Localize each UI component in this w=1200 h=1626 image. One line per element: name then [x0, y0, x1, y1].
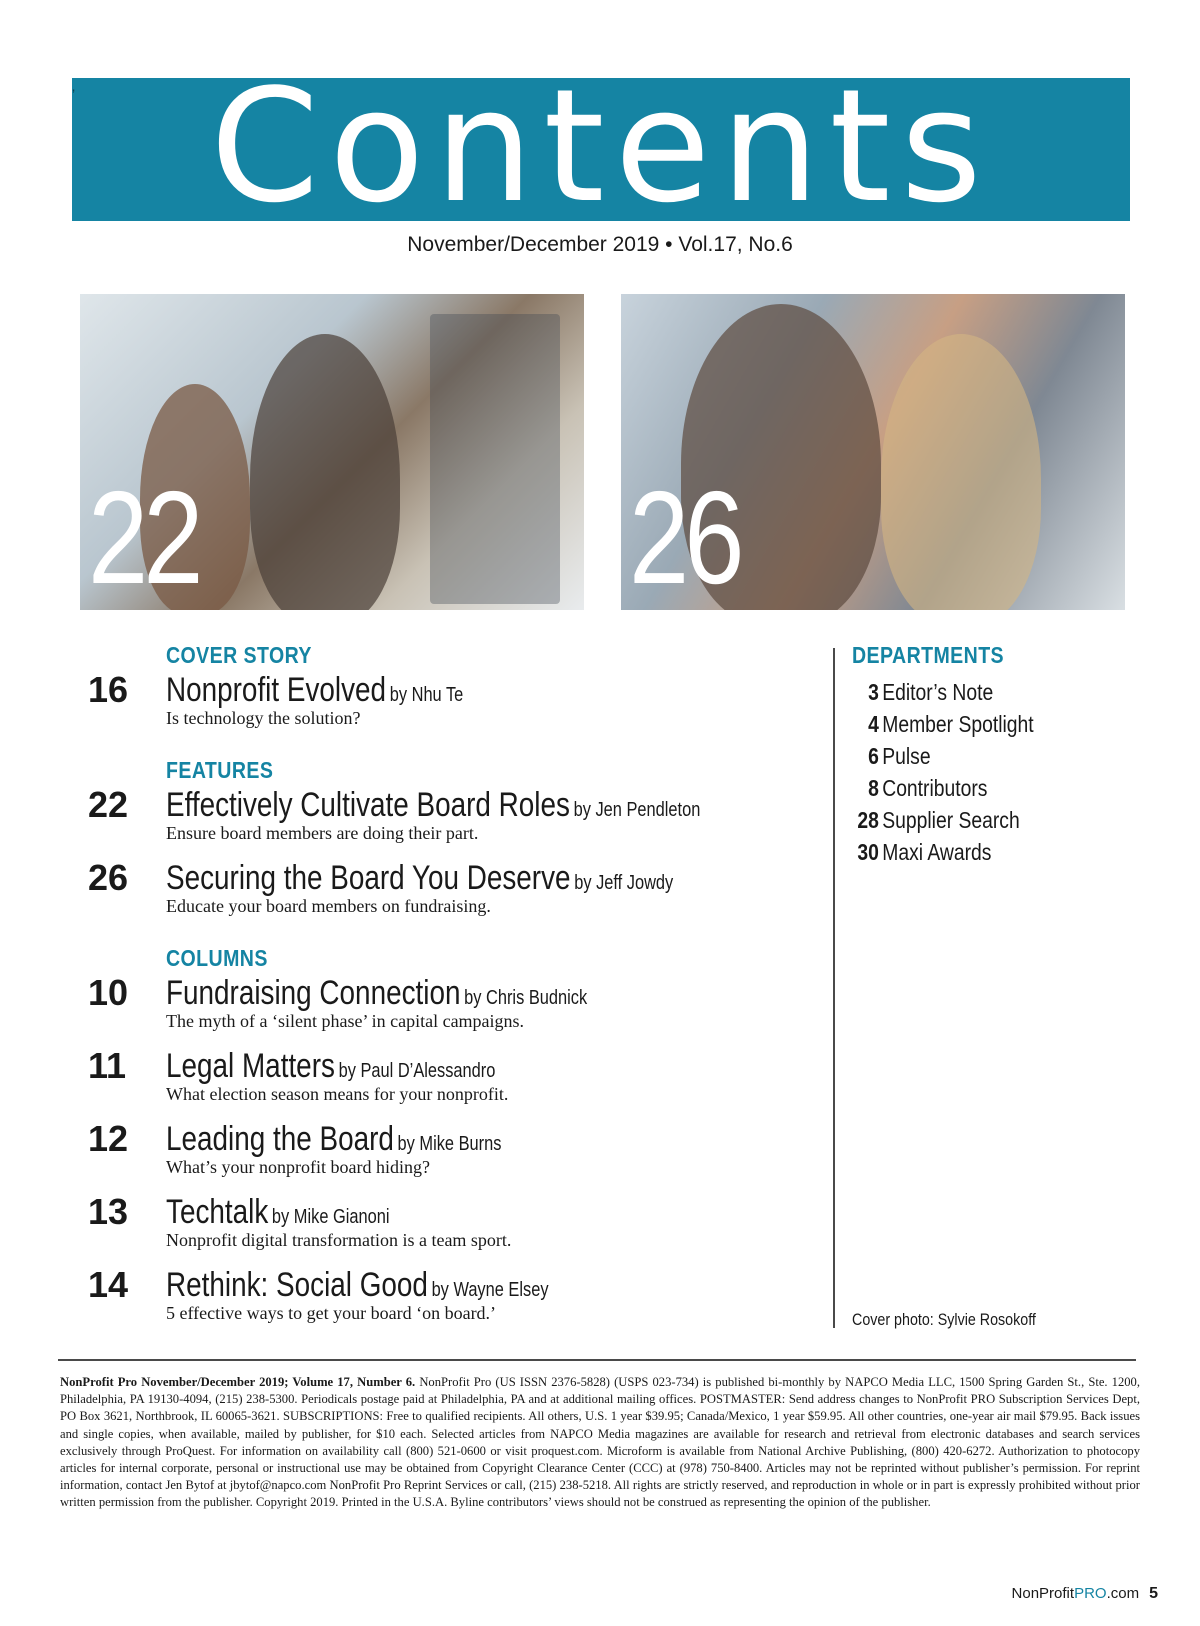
section-heading-columns: COLUMNS [166, 945, 268, 971]
entry-page-number: 13 [88, 1191, 129, 1232]
department-item[interactable] [852, 676, 1104, 708]
entry-description: The myth of a ‘silent phase’ in capital campaigns. [166, 1011, 525, 1031]
page-title: Contents [210, 54, 992, 237]
toc-entry[interactable] [88, 858, 808, 931]
department-label: Maxi Awards [882, 839, 992, 865]
site-name-prefix[interactable]: NonProfit [1011, 1585, 1075, 1602]
publication-statement [60, 1374, 1140, 1512]
photo-page-number: 26 [629, 464, 740, 610]
person-figure [250, 334, 400, 610]
table-of-contents [88, 640, 808, 1338]
department-label: Contributors [882, 775, 988, 801]
department-label: Member Spotlight [882, 711, 1034, 737]
entry-title: Securing the Board You Deserve [166, 859, 571, 897]
site-name-suffix[interactable]: .com [1106, 1585, 1140, 1602]
department-page-number: 4 [868, 711, 879, 737]
entry-page-number: 14 [88, 1264, 129, 1305]
department-item[interactable] [852, 708, 1104, 740]
entry-description: Is technology the solution? [166, 708, 361, 728]
department-label: Supplier Search [882, 807, 1020, 833]
spacer [88, 743, 808, 755]
page-footer [1012, 1585, 1158, 1603]
entry-title: Rethink: Social Good [166, 1266, 428, 1304]
department-page-number: 6 [868, 743, 879, 769]
departments-list [852, 676, 1152, 868]
site-name-accent[interactable]: PRO [1074, 1585, 1107, 1602]
section-heading-features: FEATURES [166, 757, 274, 783]
departments-panel [852, 640, 1152, 868]
toc-entry[interactable] [88, 1192, 808, 1265]
toc-entry[interactable] [88, 1265, 808, 1338]
department-page-number: 30 [857, 839, 879, 865]
spacer [88, 931, 808, 943]
toc-entry[interactable] [88, 785, 808, 858]
column-divider [833, 648, 835, 1328]
entry-byline: by Wayne Elsey [431, 1279, 549, 1301]
page-number: 5 [1149, 1585, 1158, 1602]
toc-entry[interactable] [88, 973, 808, 1046]
feature-photo-left [80, 294, 584, 610]
board-wall [430, 314, 560, 604]
department-label: Pulse [882, 743, 931, 769]
entry-title: Effectively Cultivate Board Roles [166, 786, 570, 824]
department-item[interactable] [852, 772, 1104, 804]
issue-info: November/December 2019 • Vol.17, No.6 [407, 233, 793, 256]
entry-description: Ensure board members are doing their part. [166, 823, 479, 843]
department-item[interactable] [852, 740, 1104, 772]
entry-byline: by Mike Gianoni [271, 1206, 390, 1228]
entry-byline: by Jen Pendleton [573, 799, 701, 821]
entry-byline: by Jeff Jowdy [574, 872, 674, 894]
entry-page-number: 12 [88, 1118, 129, 1159]
footer-divider [58, 1359, 1136, 1361]
statement-lead: NonProfit Pro November/December 2019; Volume 17, Number 6. [60, 1375, 416, 1389]
entry-title: Fundraising Connection [166, 974, 461, 1012]
department-label: Editor’s Note [882, 679, 994, 705]
entry-page-number: 26 [88, 857, 129, 898]
toc-entry[interactable] [88, 670, 808, 743]
contents-banner [72, 54, 1130, 237]
entry-description: 5 effective ways to get your board ‘on board.’ [166, 1303, 497, 1323]
entry-title: Legal Matters [166, 1047, 335, 1085]
photo-page-number: 22 [88, 464, 199, 610]
toc-entry[interactable] [88, 1119, 808, 1192]
entry-title: Techtalk [166, 1193, 269, 1231]
department-item[interactable] [852, 836, 1104, 868]
entry-description: Educate your board members on fundraising. [166, 896, 491, 916]
entry-page-number: 16 [88, 669, 129, 710]
entry-title: Leading the Board [166, 1120, 394, 1158]
department-page-number: 8 [868, 775, 879, 801]
entry-byline: by Nhu Te [389, 684, 464, 706]
entry-description: Nonprofit digital transformation is a team sport. [166, 1230, 512, 1250]
entry-description: What election season means for your nonprofit. [166, 1084, 509, 1104]
department-item[interactable] [852, 804, 1104, 836]
feature-photo-right [621, 294, 1125, 610]
entry-page-number: 22 [88, 784, 129, 825]
toc-entry[interactable] [88, 1046, 808, 1119]
section-heading-departments: DEPARTMENTS [852, 642, 1005, 668]
cover-photo-credit: Cover photo: Sylvie Rosokoff [852, 1310, 1036, 1329]
section-heading-cover-story: COVER STORY [166, 642, 312, 668]
entry-title: Nonprofit Evolved [166, 671, 387, 709]
entry-byline: by Chris Budnick [464, 987, 588, 1009]
entry-page-number: 10 [88, 972, 129, 1013]
department-page-number: 3 [868, 679, 879, 705]
department-page-number: 28 [857, 807, 879, 833]
entry-description: What’s your nonprofit board hiding? [166, 1157, 430, 1177]
entry-byline: by Mike Burns [397, 1133, 502, 1155]
banner-mark: ’ [72, 86, 76, 102]
person-figure [881, 334, 1041, 610]
entry-page-number: 11 [88, 1045, 127, 1086]
entry-byline: by Paul D’Alessandro [338, 1060, 496, 1082]
statement-body: NonProfit Pro (US ISSN 2376-5828) (USPS 023-734) is published bi-monthly by NAPCO Media LLC, 1500 Spring Garden St., Ste. 1200, Philadelphia, PA 19130-4094, (215) 238-5300. Periodicals postage paid at Philadelphia, PA and at additional mailing offices. POSTMASTER: Send address changes to NonProfit PRO Subscription Services Dept, PO Box 3621, Northbrook, IL 60065-3621. SUBSCRIPTIONS: Free to qualified recipients. All others, U.S. 1 year $39.95; Canada/Mexico, 1 year $59.95. All other countries, one-year air mail $79.95. Back issues and single copies, when available, mailed by publisher, for $10 each. Selected articles from NAPCO Media magazines are available for research and retrieval from electronic databases and search services exclusively through ProQuest. For information on availability call (800) 521-0600 or visit proquest.com. Microform is available from National Archive Publishing, (800) 420-6272. Authorization to photocopy articles for internal corporate, personal or instructional use may be obtained from Copyright Clearance Center (CCC) at (978) 750-8400. Articles may not be reprinted without publisher’s permission. For reprint information, contact Jen Bytof at jbytof@napco.com NonProfit Pro Reprint Services or call, (215) 238-5218. All rights are strictly reserved, and reproduction in whole or in part is expressly prohibited without prior written permission from the publisher. Copyright 2019. Printed in the U.S.A. Byline contributors’ views should not be construed as representing the opinion of the publisher. [60, 1375, 1141, 1510]
